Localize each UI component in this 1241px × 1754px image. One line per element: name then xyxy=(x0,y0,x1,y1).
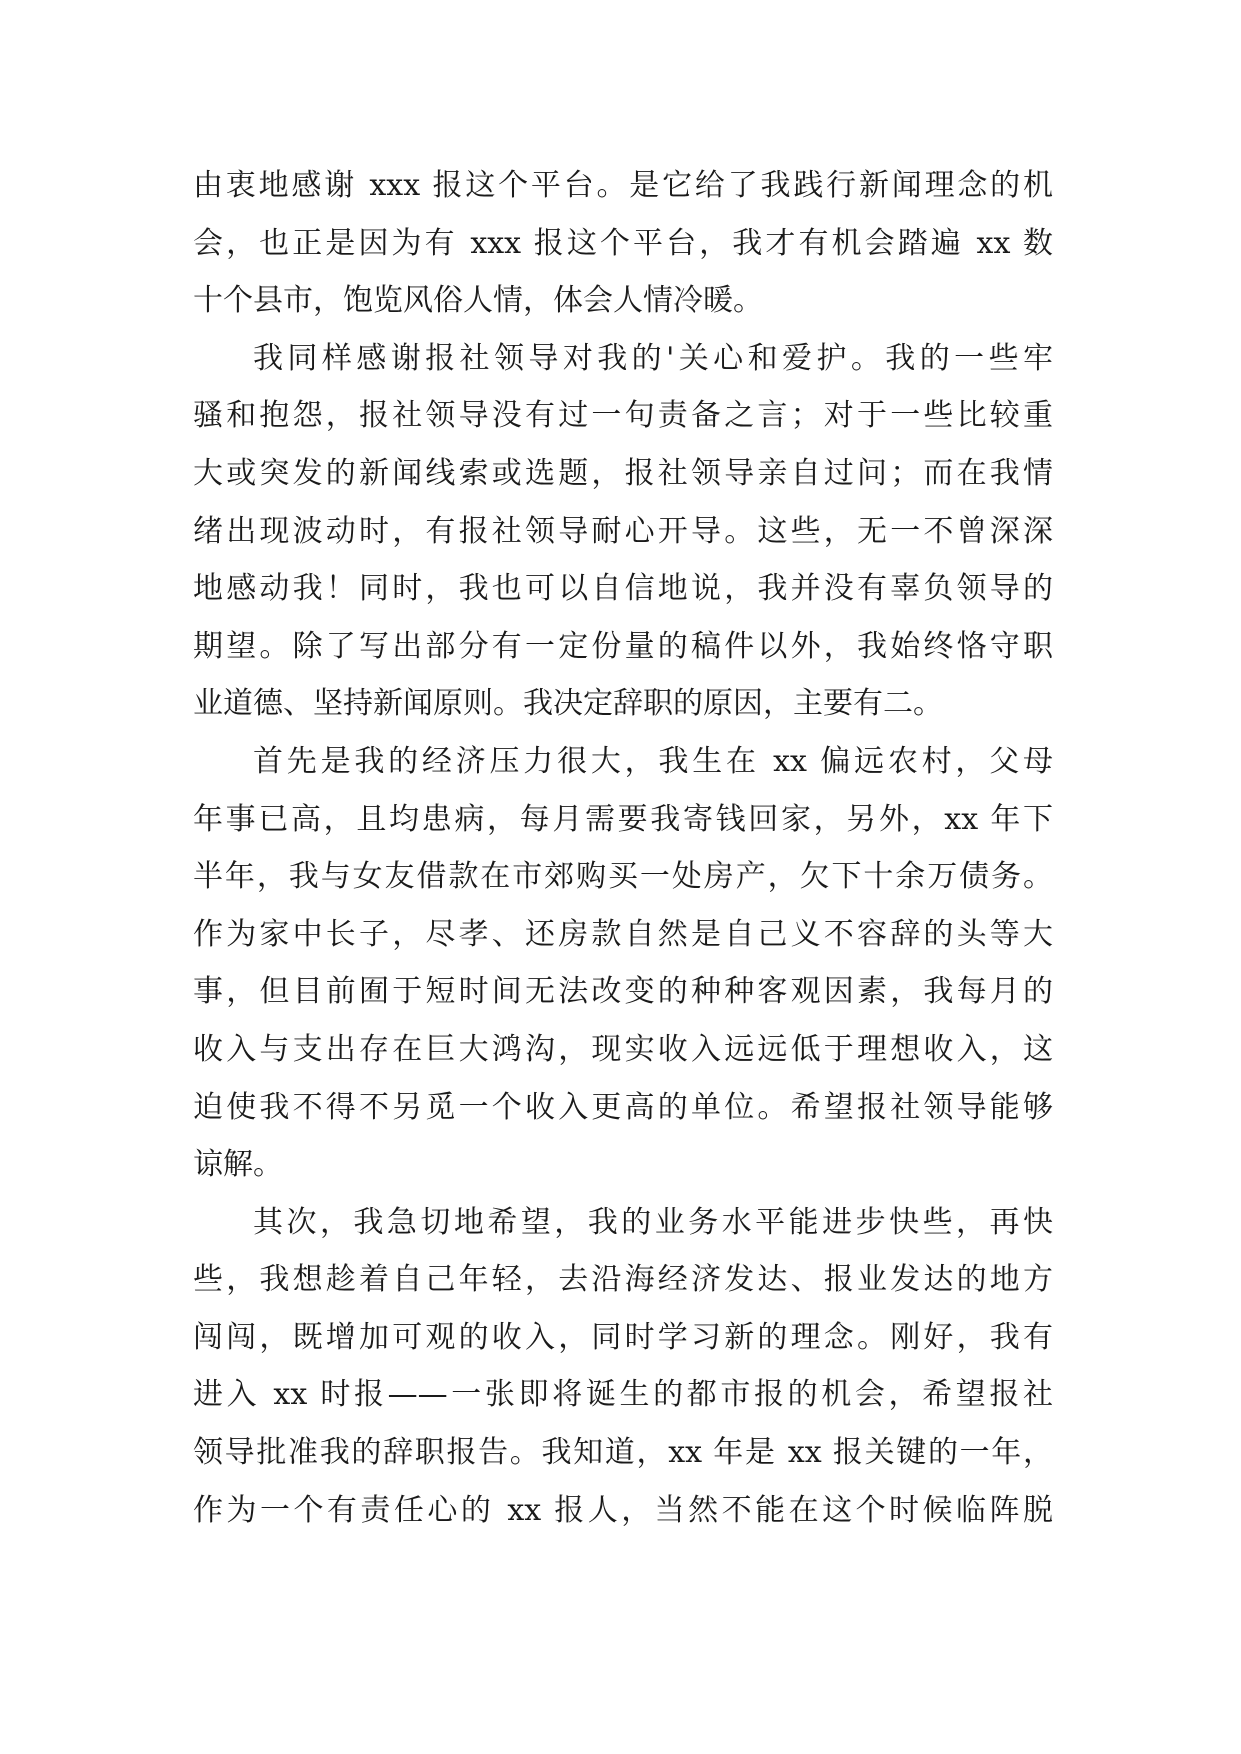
text-line: 领导批准我的辞职报告。我知道，xx 年是 xx 报关键的一年， xyxy=(193,1435,1053,1471)
text-line: 会，也正是因为有 xxx 报这个平台，我才有机会踏遍 xx 数 xyxy=(193,225,1053,261)
body-text xyxy=(193,157,1053,1539)
text-line: 大或突发的新闻线索或选题，报社领导亲自过问；而在我情 xyxy=(193,455,1053,491)
text-line: 事，但目前囿于短时间无法改变的种种客观因素，我每月的 xyxy=(193,974,1053,1010)
paragraph-first-line: 其次，我急切地希望，我的业务水平能进步快些，再快 xyxy=(253,1204,1053,1240)
text-line: 期望。除了写出部分有一定份量的稿件以外，我始终恪守职 xyxy=(193,628,1053,664)
text-line: 业道德、坚持新闻原则。我决定辞职的原因，主要有二。 xyxy=(193,686,943,722)
paragraph-first-line: 首先是我的经济压力很大，我生在 xx 偏远农村，父母 xyxy=(253,743,1053,779)
text-line: 作为家中长子，尽孝、还房款自然是自己义不容辞的头等大 xyxy=(193,916,1053,952)
text-line: 十个县市，饱览风俗人情，体会人情冷暖。 xyxy=(193,283,763,319)
text-line: 骚和抱怨，报社领导没有过一句责备之言；对于一些比较重 xyxy=(193,398,1053,434)
text-line: 收入与支出存在巨大鸿沟，现实收入远远低于理想收入，这 xyxy=(193,1031,1053,1067)
text-line: 谅解。 xyxy=(193,1147,283,1183)
text-line: 由衷地感谢 xxx 报这个平台。是它给了我践行新闻理念的机 xyxy=(193,168,1053,203)
text-line: 地感动我！同时，我也可以自信地说，我并没有辜负领导的 xyxy=(193,571,1053,607)
text-line: 进入 xx 时报——一张即将诞生的都市报的机会，希望报社 xyxy=(193,1377,1053,1413)
text-line: 些，我想趁着自己年轻，去沿海经济发达、报业发达的地方 xyxy=(193,1262,1053,1298)
paragraph-first-line: 我同样感谢报社领导对我的'关心和爱护。我的一些牢 xyxy=(253,340,1053,376)
text-line: 绪出现波动时，有报社领导耐心开导。这些，无一不曾深深 xyxy=(193,513,1053,549)
text-line: 迫使我不得不另觅一个收入更高的单位。希望报社领导能够 xyxy=(193,1089,1053,1125)
text-line: 作为一个有责任心的 xx 报人，当然不能在这个时候临阵脱 xyxy=(193,1492,1053,1528)
text-line: 年事已高，且均患病，每月需要我寄钱回家，另外，xx 年下 xyxy=(193,801,1053,837)
text-line: 闯闯，既增加可观的收入，同时学习新的理念。刚好，我有 xyxy=(193,1319,1053,1355)
text-line: 半年，我与女友借款在市郊购买一处房产，欠下十余万债务。 xyxy=(193,859,1053,895)
